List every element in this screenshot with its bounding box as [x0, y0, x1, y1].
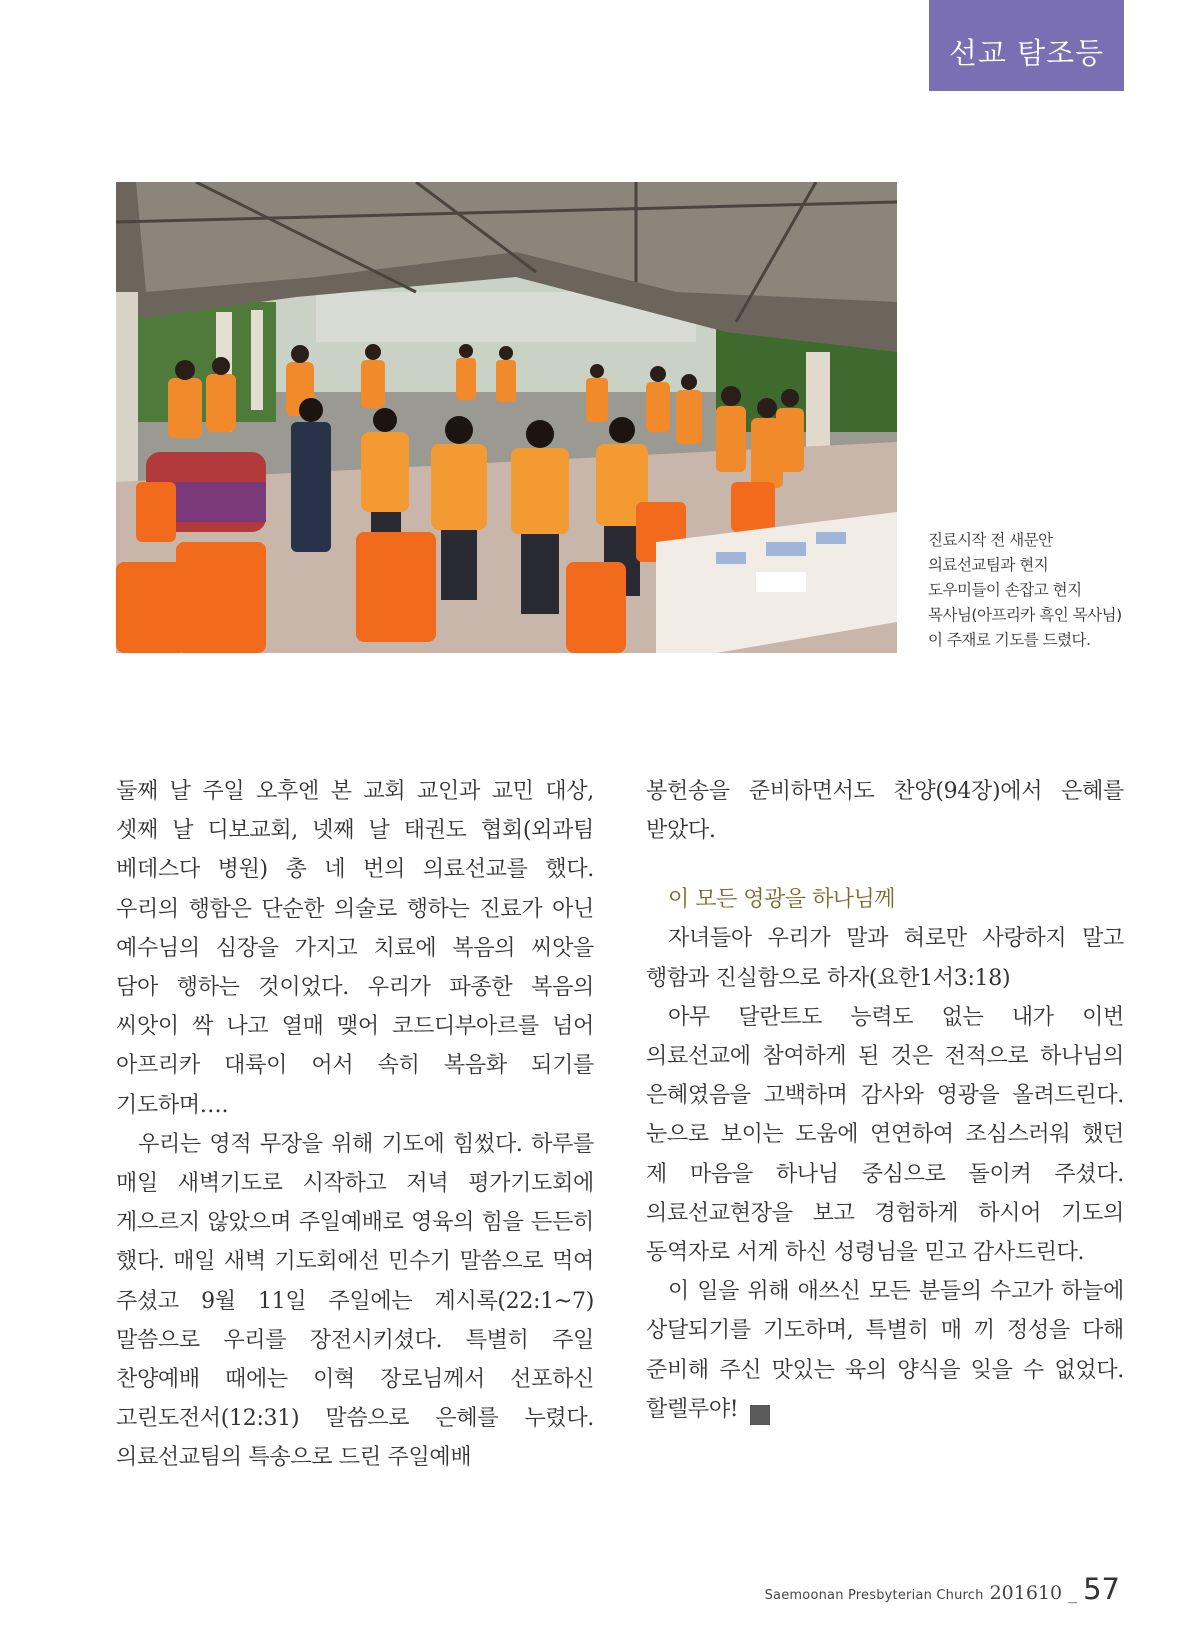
section-title: 선교 탐조등 — [948, 36, 1105, 70]
page-number: 57 — [1083, 1572, 1120, 1606]
paragraph — [646, 1272, 1124, 1429]
article-left-column — [116, 772, 594, 1478]
paragraph: 아무 달란트도 능력도 없는 내가 이번 의료선교에 참여하게 된 것은 전적으로 하나님의 은혜였음을 고백하며 감사와 영광을 올려드린다. 눈으로 보이는 도움에 연연하여 조심스러워 했던 제 마음을 하나님 중심으로 돌이켜 주셨다. 의료선교현장을 보고 경험하게 하시어 기도의 동역자로 서게 하신 성령님을 믿고 감사드린다. — [646, 1004, 1124, 1266]
section-tab — [929, 0, 1124, 91]
page-footer — [765, 1572, 1120, 1606]
photo-illustration — [116, 182, 897, 653]
article-subheading: 이 모든 영광을 하나님께 — [668, 887, 896, 913]
article-right-column — [646, 772, 1124, 1429]
footer-church-name: Saemoonan Presbyterian Church — [764, 1588, 984, 1603]
article-photo — [116, 182, 897, 653]
paragraph: 봉헌송을 준비하면서도 찬양(94장)에서 은혜를 받았다. — [646, 779, 1124, 844]
footer-separator: _ — [1068, 1583, 1078, 1604]
footer-issue: 201610 — [989, 1582, 1063, 1604]
paragraph: 우리는 영적 무장을 위해 기도에 힘썼다. 하루를 매일 새벽기도로 시작하고 저녁 평가기도회에 게으르지 않았으며 주일예배로 영육의 힘을 든든히 했다. 매일 새벽 기도회에선 민수기 말씀으로 먹여 주셨고 9월 11일 주일에는 계시록(22:1~7)말씀으로 우리를 장전시키셨다. 특별히 주일 찬양예배 때에는 이혁 장로님께서 선포하신 고린도전서(12:31) 말씀으로 은혜를 누렸다. 의료선교팀의 특송으로 드린 주일예배 — [116, 1131, 594, 1471]
photo-caption: 진료시작 전 새문안 의료선교팀과 현지 도우미들이 손잡고 현지 목사님(아프리카 흑인 목사님)이 주재로 기도를 드렸다. — [928, 531, 1122, 649]
article-end-mark: 새 — [750, 1405, 770, 1425]
paragraph: 자녀들아 우리가 말과 혀로만 사랑하지 말고 행함과 진실함으로 하자(요한1서3:18) — [646, 926, 1124, 991]
paragraph: 둘째 날 주일 오후엔 본 교회 교인과 교민 대상, 셋째 날 디보교회, 넷째 날 태권도 협회(외과팀 베데스다 병원) 총 네 번의 의료선교를 했다. 우리의 행함은 단순한 의술로 행하는 진료가 아닌 예수님의 심장을 가지고 치료에 복음의 씨앗을 담아 행하는 것이었다. 우리가 파종한 복음의 씨앗이 싹 나고 열매 맺어 코드디부아르를 넘어 아프리카 대륙이 어서 속히 복음화 되기를 기도하며…. — [116, 779, 594, 1118]
paragraph-text: 이 일을 위해 애쓰신 모든 분들의 수고가 하늘에 상달되기를 기도하며, 특별히 매 끼 정성을 다해 준비해 주신 맛있는 육의 양식을 잊을 수 없었다. 할렐루야! — [646, 1279, 1124, 1422]
